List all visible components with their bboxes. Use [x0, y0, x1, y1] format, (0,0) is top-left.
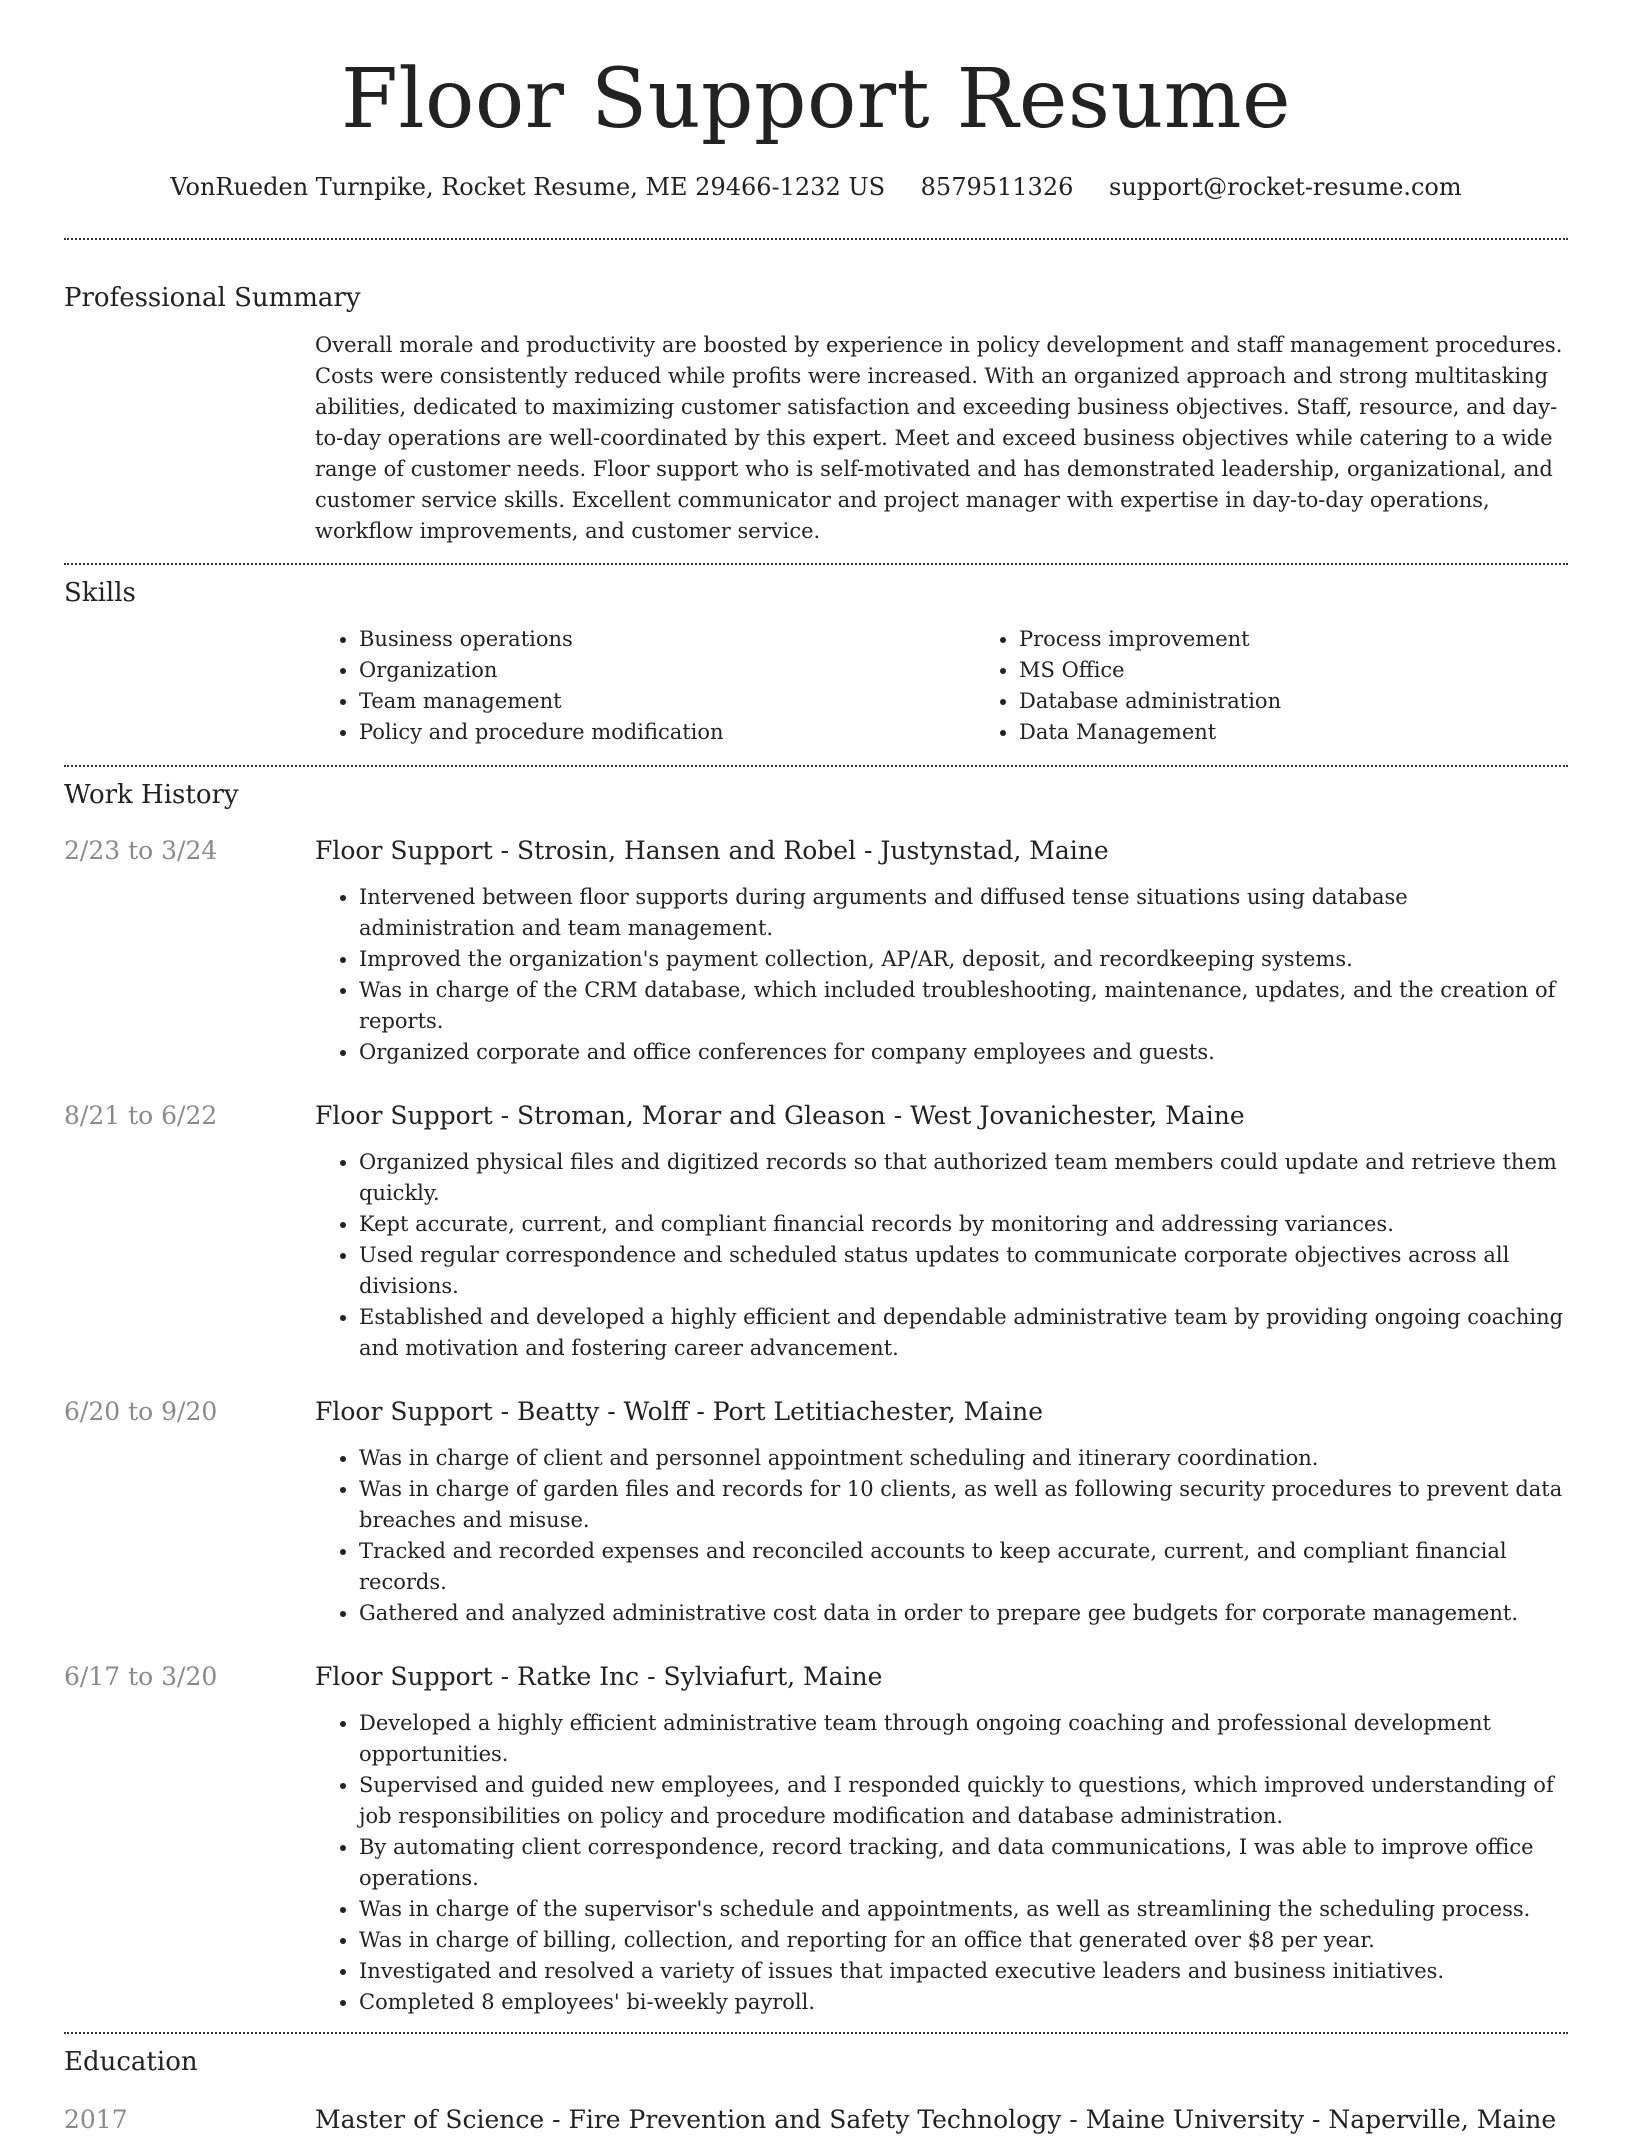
job-content	[315, 834, 1568, 1068]
summary-row	[64, 330, 1568, 547]
job-entry	[64, 1660, 1568, 2018]
section-heading-education: Education	[64, 2047, 198, 2077]
job-bullet: • Was in charge of the supervisor's schedule and appointments, as well as streamlining the scheduling process.	[359, 1894, 1568, 1925]
skill-item: • MS Office	[1019, 655, 1632, 686]
skills-row	[64, 624, 1568, 748]
job-dates: 2/23 to 3/24	[64, 836, 218, 865]
job-entry	[64, 834, 1568, 1068]
job-bullet: • Was in charge of garden files and records for 10 clients, as well as following security procedures to prevent data breaches and misuse.	[359, 1474, 1568, 1536]
resume-title: Floor Support Resume	[340, 52, 1292, 147]
contact-email: support@rocket-resume.com	[1109, 173, 1462, 201]
job-content	[315, 1099, 1568, 1364]
divider	[64, 765, 1568, 767]
job-bullet: • Gathered and analyzed administrative cost data in order to prepare gee budgets for corporate management.	[359, 1598, 1568, 1629]
education-entry	[64, 2103, 1568, 2151]
job-dates: 8/21 to 6/22	[64, 1101, 218, 1130]
job-content	[315, 1395, 1568, 1629]
job-bullet: • Kept accurate, current, and compliant financial records by monitoring and addressing variances.	[359, 1209, 1568, 1240]
skill-item: • Database administration	[1019, 686, 1632, 717]
summary-left-spacer	[64, 330, 315, 547]
skills-list-col1	[315, 624, 975, 748]
skill-item: • Organization	[359, 655, 975, 686]
skill-item: • Data Management	[1019, 717, 1632, 748]
job-bullet: • Established and developed a highly efficient and dependable administrative team by providing ongoing coaching and motivation and fostering career advancement.	[359, 1302, 1568, 1364]
job-content	[315, 1660, 1568, 2018]
job-bullet: • Developed a highly efficient administrative team through ongoing coaching and professional development opportunities.	[359, 1708, 1568, 1770]
divider	[64, 563, 1568, 565]
education-content	[315, 2103, 1568, 2151]
education-year: 2017	[64, 2105, 128, 2134]
job-bullet: • Completed 8 employees' bi-weekly payroll.	[359, 1987, 1568, 2018]
divider	[64, 2032, 1568, 2034]
summary-content	[315, 330, 1568, 547]
education-title: Master of Science - Fire Prevention and Safety Technology - Maine University - Naperville, Maine	[315, 2105, 1557, 2134]
job-entry	[64, 1395, 1568, 1629]
job-bullet: • Was in charge of client and personnel appointment scheduling and itinerary coordination.	[359, 1443, 1568, 1474]
job-bullet: • Organized physical files and digitized records so that authorized team members could update and retrieve them quickly.	[359, 1147, 1568, 1209]
summary-text: Overall morale and productivity are boosted by experience in policy development and staff management procedures. Costs were consistently reduced while profits were increased. With an organized approach and strong multitasking abilities, dedicated to maximizing customer satisfaction and exceeding business objectives. Staff, resource, and day-to-day operations are well-coordinated by this expert. Meet and exceed business objectives while catering to a wide range of customer needs. Floor support who is self-motivated and has demonstrated leadership, organizational, and customer service skills. Excellent communicator and project manager with expertise in day-to-day operations, workflow improvements, and customer service.	[315, 333, 1563, 543]
section-heading-summary: Professional Summary	[64, 283, 361, 313]
job-bullets	[315, 882, 1568, 1068]
job-bullet: • Was in charge of the CRM database, which included troubleshooting, maintenance, updates, and the creation of reports.	[359, 975, 1568, 1037]
job-bullet: • Improved the organization's payment collection, AP/AR, deposit, and recordkeeping systems.	[359, 944, 1568, 975]
job-bullet: • Organized corporate and office conferences for company employees and guests.	[359, 1037, 1568, 1068]
section-heading-skills: Skills	[64, 578, 136, 608]
skills-list-col2	[975, 624, 1632, 748]
job-title: Floor Support - Stroman, Morar and Gleason - West Jovanichester, Maine	[315, 1101, 1245, 1130]
job-bullets	[315, 1708, 1568, 2018]
job-entry	[64, 1099, 1568, 1364]
job-bullet: • Intervened between floor supports during arguments and diffused tense situations using database administration and team management.	[359, 882, 1568, 944]
contact-phone: 8579511326	[920, 173, 1074, 201]
skills-left-spacer	[64, 624, 315, 748]
divider	[64, 238, 1568, 240]
job-bullet: • By automating client correspondence, record tracking, and data communications, I was able to improve office operations.	[359, 1832, 1568, 1894]
skill-item: • Business operations	[359, 624, 975, 655]
job-bullet: • Investigated and resolved a variety of issues that impacted executive leaders and business initiatives.	[359, 1956, 1568, 1987]
skills-columns	[315, 624, 1632, 748]
section-heading-work: Work History	[64, 780, 239, 810]
skill-item: • Team management	[359, 686, 975, 717]
job-bullet: • Was in charge of billing, collection, and reporting for an office that generated over $8 per year.	[359, 1925, 1568, 1956]
job-title: Floor Support - Strosin, Hansen and Robel - Justynstad, Maine	[315, 836, 1109, 865]
skill-item: • Policy and procedure modification	[359, 717, 975, 748]
contact-address: VonRueden Turnpike, Rocket Resume, ME 29466-1232 US	[170, 173, 886, 201]
job-dates: 6/20 to 9/20	[64, 1397, 218, 1426]
job-dates: 6/17 to 3/20	[64, 1662, 218, 1691]
job-bullets	[315, 1147, 1568, 1364]
job-title: Floor Support - Beatty - Wolff - Port Letitiachester, Maine	[315, 1397, 1043, 1426]
job-bullets	[315, 1443, 1568, 1629]
job-title: Floor Support - Ratke Inc - Sylviafurt, Maine	[315, 1662, 883, 1691]
skill-item: • Process improvement	[1019, 624, 1632, 655]
job-bullet: • Tracked and recorded expenses and reconciled accounts to keep accurate, current, and compliant financial records.	[359, 1536, 1568, 1598]
contact-line	[64, 170, 1568, 204]
job-bullet: • Used regular correspondence and scheduled status updates to communicate corporate objectives across all divisions.	[359, 1240, 1568, 1302]
job-bullet: • Supervised and guided new employees, and I responded quickly to questions, which improved understanding of job responsibilities on policy and procedure modification and database administration.	[359, 1770, 1568, 1832]
